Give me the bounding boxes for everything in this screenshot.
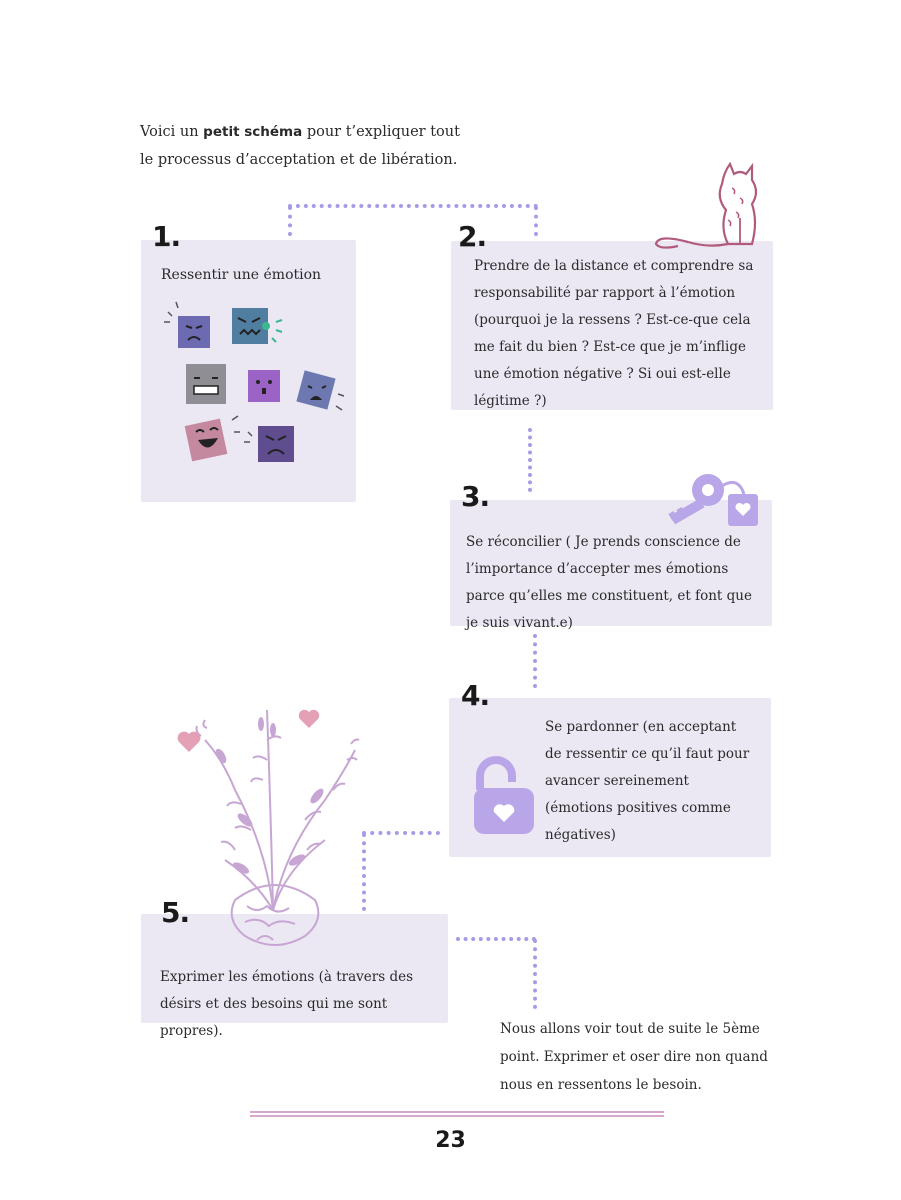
crying-face-icon bbox=[296, 370, 344, 410]
intro-bold: petit schéma bbox=[203, 124, 303, 140]
emotion-faces-illustration bbox=[160, 298, 350, 473]
step-2-number: 2. bbox=[458, 220, 487, 253]
connector-1-2-left-drop bbox=[288, 206, 292, 236]
step-1-text: Ressentir une émotion bbox=[161, 267, 322, 283]
step-4-number: 4. bbox=[461, 679, 490, 712]
connector-1-2-horizontal bbox=[288, 204, 538, 208]
sad-face-icon bbox=[164, 302, 210, 348]
connector-5-closing-horizontal bbox=[456, 937, 536, 941]
surprised-face-icon bbox=[248, 370, 280, 402]
footer-divider bbox=[250, 1111, 664, 1117]
step-3-text: Se réconcilier ( Je prends conscience de l’importance d’accepter mes émotions parce qu’elles me constituent, et font que je suis vivant.e) bbox=[466, 534, 752, 631]
step-3-number: 3. bbox=[461, 480, 490, 513]
step-4-text: Se pardonner (en acceptant de ressentir ce qu’il faut pour avancer sereinement (émotions positives comme négatives) bbox=[545, 719, 750, 843]
cat-icon bbox=[648, 158, 768, 250]
brain-plant-illustration bbox=[175, 700, 375, 954]
open-padlock-heart-icon bbox=[470, 756, 538, 836]
angry-face-icon bbox=[244, 426, 294, 462]
connector-5-closing-vertical bbox=[533, 939, 537, 1009]
step-2-text: Prendre de la distance et comprendre sa responsabilité par rapport à l’émotion (pourquoi je la ressens ? Est-ce-que cela me fait du bien ? Est-ce que je m’inflige une émotion négative ? Si oui est-elle légitime ?) bbox=[474, 258, 754, 409]
connector-2-3 bbox=[528, 428, 532, 492]
sick-face-icon bbox=[232, 308, 282, 344]
laughing-face-icon bbox=[185, 416, 240, 461]
intro-paragraph bbox=[140, 118, 460, 174]
connector-1-2-right-drop bbox=[534, 206, 538, 236]
step-5-number: 5. bbox=[161, 896, 190, 929]
page-number: 23 bbox=[435, 1128, 466, 1153]
intro-text-end: pour t’expliquer tout le processus d’acceptation et de libération. bbox=[140, 124, 460, 168]
connector-3-4 bbox=[533, 634, 537, 688]
heart-icon bbox=[178, 732, 201, 752]
intro-text-start: Voici un bbox=[140, 124, 204, 140]
key-with-heart-tag-icon bbox=[664, 468, 764, 530]
heart-icon bbox=[299, 710, 319, 728]
grimace-face-icon bbox=[186, 364, 226, 404]
step-5-text: Exprimer les émotions (à travers des désirs et des besoins qui me sont propres). bbox=[160, 969, 414, 1039]
step-1-number: 1. bbox=[152, 220, 181, 253]
closing-paragraph: Nous allons voir tout de suite le 5ème point. Exprimer et oser dire non quand nous en ressentons le besoin. bbox=[500, 1021, 768, 1093]
